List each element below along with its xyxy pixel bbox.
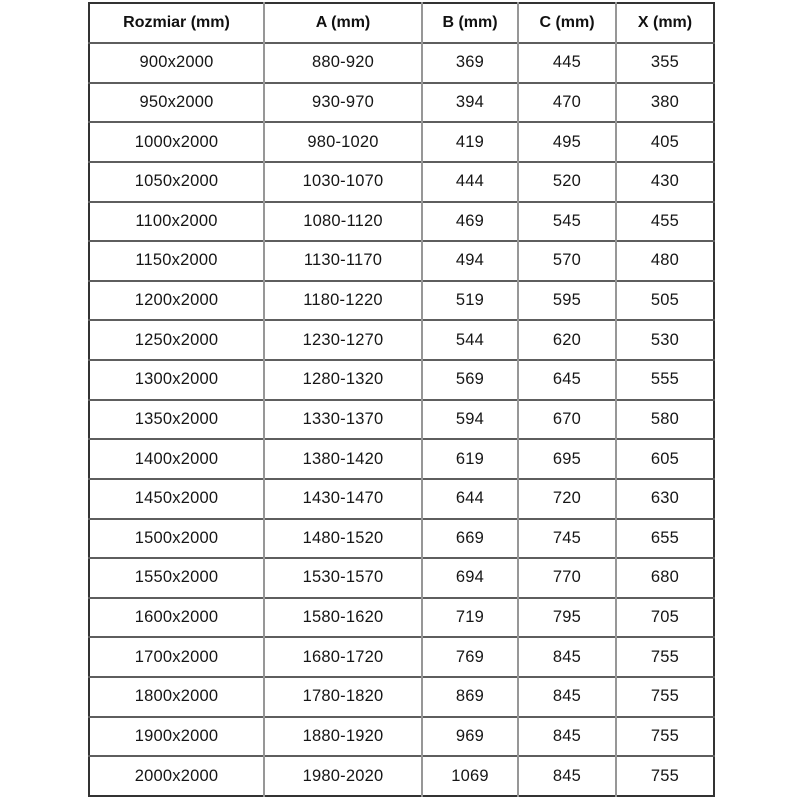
table-row	[89, 122, 714, 162]
table-cell: 755	[616, 756, 714, 796]
column-header: C (mm)	[518, 3, 616, 43]
table-cell: 769	[422, 637, 518, 677]
table-cell: 980-1020	[264, 122, 422, 162]
table-cell: 1080-1120	[264, 202, 422, 242]
table-cell: 1100x2000	[135, 211, 218, 230]
table-cell: 795	[518, 598, 616, 638]
table-cell: 444	[422, 162, 518, 202]
table-cell: 680	[616, 558, 714, 598]
table-cell: 1400x2000	[134, 449, 219, 468]
table-cell: 580	[616, 400, 714, 440]
table-cell: 1580-1620	[264, 598, 422, 638]
table-row	[89, 637, 714, 677]
table-cell: 950x2000	[139, 92, 214, 111]
table-cell: 544	[422, 320, 518, 360]
table-cell: 445	[518, 43, 616, 83]
table-cell: 705	[616, 598, 714, 638]
table-cell: 1230-1270	[264, 320, 422, 360]
table-cell: 755	[616, 677, 714, 717]
table-cell: 1980-2020	[264, 756, 422, 796]
table-cell: 694	[422, 558, 518, 598]
table-cell: 645	[518, 360, 616, 400]
table-cell: 1450x2000	[134, 489, 219, 508]
table-cell: 430	[616, 162, 714, 202]
table-cell: 845	[518, 637, 616, 677]
column-header: B (mm)	[422, 3, 518, 43]
table-cell: 355	[616, 43, 714, 83]
table-cell: 1500x2000	[134, 528, 219, 547]
table-cell: 595	[518, 281, 616, 321]
table-cell: 1600x2000	[134, 608, 219, 627]
table-cell: 1680-1720	[264, 637, 422, 677]
column-header: Rozmiar (mm)	[123, 14, 230, 31]
table-cell: 755	[616, 637, 714, 677]
column-header: X (mm)	[616, 3, 714, 43]
table-cell: 755	[616, 717, 714, 757]
size-table	[88, 2, 715, 797]
table-row	[89, 241, 714, 281]
table-cell: 1700x2000	[134, 647, 219, 666]
table-cell: 1180-1220	[264, 281, 422, 321]
table-cell: 1300x2000	[134, 370, 219, 389]
table-cell: 505	[616, 281, 714, 321]
table-cell: 930-970	[264, 83, 422, 123]
table-cell: 670	[518, 400, 616, 440]
table-cell: 969	[422, 717, 518, 757]
table-cell: 770	[518, 558, 616, 598]
table-cell: 1050x2000	[134, 172, 219, 191]
table-row	[89, 281, 714, 321]
table-row	[89, 162, 714, 202]
table-cell: 469	[422, 202, 518, 242]
table-cell: 719	[422, 598, 518, 638]
table-cell: 2000x2000	[134, 766, 219, 785]
table-row	[89, 519, 714, 559]
table-cell: 494	[422, 241, 518, 281]
table-cell: 1780-1820	[264, 677, 422, 717]
table-cell: 570	[518, 241, 616, 281]
table-cell: 405	[616, 122, 714, 162]
table-cell: 669	[422, 519, 518, 559]
table-row	[89, 202, 714, 242]
table-cell: 845	[518, 717, 616, 757]
table-row	[89, 558, 714, 598]
table-cell: 1880-1920	[264, 717, 422, 757]
table-row	[89, 320, 714, 360]
table-row	[89, 400, 714, 440]
table-cell: 745	[518, 519, 616, 559]
table-cell: 569	[422, 360, 518, 400]
table-cell: 495	[518, 122, 616, 162]
table-cell: 1030-1070	[264, 162, 422, 202]
table-cell: 1150x2000	[135, 251, 218, 270]
table-row	[89, 756, 714, 796]
table-row	[89, 83, 714, 123]
column-header: A (mm)	[264, 3, 422, 43]
table-row	[89, 677, 714, 717]
table-cell: 605	[616, 439, 714, 479]
header-row	[89, 3, 714, 43]
table-cell: 1900x2000	[134, 726, 219, 745]
table-cell: 380	[616, 83, 714, 123]
table-cell: 394	[422, 83, 518, 123]
table-cell: 644	[422, 479, 518, 519]
table-cell: 455	[616, 202, 714, 242]
table-cell: 1000x2000	[134, 132, 219, 151]
table-cell: 845	[518, 756, 616, 796]
table-cell: 845	[518, 677, 616, 717]
table-cell: 1250x2000	[134, 330, 219, 349]
table-cell: 1069	[422, 756, 518, 796]
table-cell: 1430-1470	[264, 479, 422, 519]
table-cell: 1530-1570	[264, 558, 422, 598]
table-body	[89, 43, 714, 796]
table-cell: 530	[616, 320, 714, 360]
table-cell: 1480-1520	[264, 519, 422, 559]
table-row	[89, 439, 714, 479]
table-cell: 630	[616, 479, 714, 519]
table-row	[89, 43, 714, 83]
table-row	[89, 479, 714, 519]
table-cell: 1130-1170	[264, 241, 422, 281]
table-cell: 480	[616, 241, 714, 281]
table-cell: 1350x2000	[134, 409, 219, 428]
table-cell: 1280-1320	[264, 360, 422, 400]
table-cell: 369	[422, 43, 518, 83]
table-cell: 594	[422, 400, 518, 440]
table-cell: 1330-1370	[264, 400, 422, 440]
table-cell: 655	[616, 519, 714, 559]
table-cell: 520	[518, 162, 616, 202]
table-cell: 545	[518, 202, 616, 242]
table-cell: 1200x2000	[134, 291, 219, 310]
table-cell: 419	[422, 122, 518, 162]
table-cell: 720	[518, 479, 616, 519]
table-cell: 869	[422, 677, 518, 717]
table-cell: 695	[518, 439, 616, 479]
table-cell: 1550x2000	[134, 568, 219, 587]
table-cell: 1380-1420	[264, 439, 422, 479]
table-cell: 1800x2000	[134, 687, 219, 706]
table-cell: 620	[518, 320, 616, 360]
table-cell: 880-920	[264, 43, 422, 83]
table-row	[89, 717, 714, 757]
size-table-container	[88, 2, 715, 797]
table-cell: 900x2000	[139, 53, 214, 72]
table-row	[89, 598, 714, 638]
table-row	[89, 360, 714, 400]
table-cell: 555	[616, 360, 714, 400]
table-cell: 619	[422, 439, 518, 479]
table-cell: 470	[518, 83, 616, 123]
table-cell: 519	[422, 281, 518, 321]
